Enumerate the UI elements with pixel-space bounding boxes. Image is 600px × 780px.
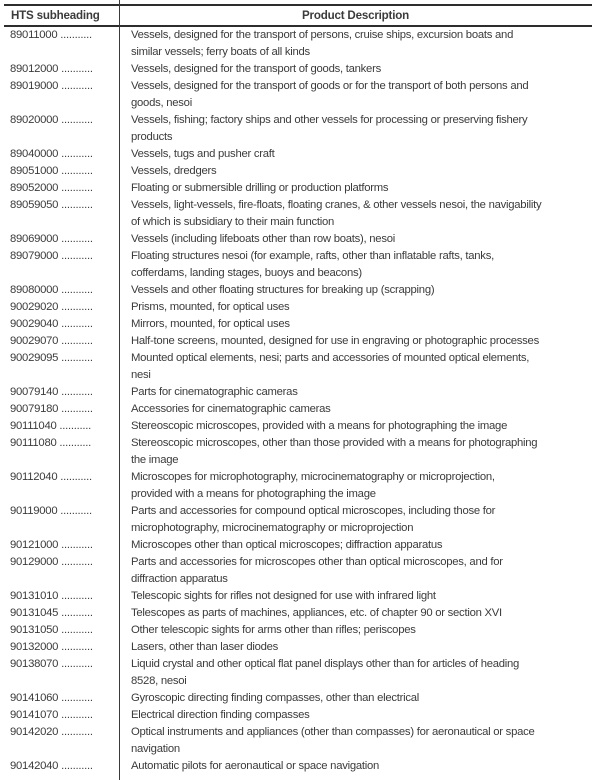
leader-dots: ........... [58,114,93,126]
product-description: Other telescopic sights for arms other than rifles; periscopes [131,624,416,636]
hts-code-cell [4,690,119,707]
leader-dots: ........... [58,250,93,262]
hts-code-number: 90142040 [10,760,59,772]
hts-code-number: 90131045 [10,607,59,619]
table-row [4,503,592,537]
table-row [4,639,592,656]
table-row [4,61,592,78]
product-description: Microscopes other than optical microscopes; diffraction apparatus [131,539,443,551]
leader-dots: ........... [57,29,92,41]
product-description: Gyroscopic directing finding compasses, other than electrical [131,692,420,704]
product-description: Parts and accessories for microscopes other than optical microscopes, and for diffraction apparatus [131,556,503,585]
hts-subheading-table [4,0,592,780]
leader-dots: ........... [58,352,93,364]
hts-code-cell [4,163,119,180]
table-row [4,282,592,299]
table-row [4,435,592,469]
table-header-row [4,6,592,25]
hts-code-number: 89011000 [10,29,58,41]
product-description: Electrical direction finding compasses [131,709,310,721]
leader-dots: ........... [58,301,93,313]
table-row [4,707,592,724]
hts-code-cell [4,197,119,214]
leader-dots: ........... [58,80,93,92]
hts-code-cell [4,350,119,367]
product-description: Floating structures nesoi (for example, rafts, other than inflatable rafts, tanks, cofferdams, landing stages, buoys and beacons) [131,250,494,279]
leader-dots: ........... [58,692,93,704]
table-row [4,554,592,588]
hts-code-cell [4,299,119,316]
product-description: Mirrors, mounted, for optical uses [131,318,290,330]
hts-code-cell [4,112,119,129]
hts-code-cell [4,537,119,554]
hts-code-number: 90132000 [10,641,59,653]
leader-dots: ........... [58,335,93,347]
table-row [4,690,592,707]
leader-dots: ........... [56,420,92,432]
leader-dots: ........... [58,199,93,211]
product-description: Accessories for cinematographic cameras [131,403,331,415]
hts-code-cell [4,435,119,452]
product-description: Vessels and other floating structures for breaking up (scrapping) [131,284,435,296]
hts-code-number: 89069000 [10,233,59,245]
hts-code-cell [4,724,119,741]
hts-code-cell [4,503,119,520]
product-description-column-header: Product Description [302,9,409,22]
table-row [4,78,592,112]
hts-code-cell [4,554,119,571]
hts-code-number: 90079180 [10,403,59,415]
table-row [4,622,592,639]
column-divider [119,0,120,780]
leader-dots: ........... [58,760,93,772]
hts-code-cell [4,61,119,78]
table-row [4,418,592,435]
product-description: Vessels (including lifeboats other than row boats), nesoi [131,233,395,245]
table-row [4,299,592,316]
hts-code-cell [4,248,119,265]
hts-code-cell [4,605,119,622]
hts-code-number: 90029020 [10,301,59,313]
product-description: Vessels, light-vessels, fire-floats, floating cranes, & other vessels nesoi, the navigability of which is subsidiary to their main function [131,199,542,228]
product-description: Parts and accessories for compound optical microscopes, including those for microphotography, microcinematography or microprojection [131,505,496,534]
hts-code-number: 90138070 [10,658,59,670]
leader-dots: ........... [57,471,92,483]
table-row [4,112,592,146]
hts-code-number: 90131010 [10,590,59,602]
hts-code-cell [4,622,119,639]
leader-dots: ........... [58,63,93,75]
product-description: Lasers, other than laser diodes [131,641,279,653]
hts-code-number: 89040000 [10,148,59,160]
table-row [4,248,592,282]
leader-dots: ........... [58,182,93,194]
hts-code-cell [4,282,119,299]
table-row [4,333,592,350]
hts-code-cell [4,27,119,44]
table-row [4,469,592,503]
product-description: Parts for cinematographic cameras [131,386,298,398]
hts-code-cell [4,384,119,401]
leader-dots: ........... [58,556,93,568]
hts-code-cell [4,656,119,673]
table-row [4,401,592,418]
leader-dots: ........... [58,539,93,551]
hts-code-number: 90112040 [10,471,58,483]
product-description: Liquid crystal and other optical flat panel displays other than for articles of heading 8528, nesoi [131,658,520,687]
leader-dots: ........... [58,318,93,330]
hts-code-number: 90119000 [10,505,58,517]
leader-dots: ........... [58,284,93,296]
hts-code-number: 90111040 [10,420,57,432]
hts-code-cell [4,639,119,656]
hts-code-number: 89019000 [10,80,59,92]
hts-code-number: 90029095 [10,352,59,364]
table-row [4,27,592,61]
leader-dots: ........... [58,403,93,415]
leader-dots: ........... [58,709,93,721]
table-row [4,180,592,197]
leader-dots: ........... [58,624,93,636]
table-row [4,316,592,333]
hts-code-number: 90141060 [10,692,59,704]
leader-dots: ........... [58,726,93,738]
leader-dots: ........... [58,590,93,602]
table-row [4,350,592,384]
leader-dots: ........... [58,165,93,177]
product-description: Mounted optical elements, nesi; parts and accessories of mounted optical elements, nesi [131,352,530,381]
leader-dots: ........... [58,233,93,245]
hts-code-number: 89051000 [10,165,59,177]
leader-dots: ........... [58,148,93,160]
table-row [4,384,592,401]
hts-code-number: 90141070 [10,709,59,721]
product-description: Optical instruments and appliances (other than compasses) for aeronautical or space navigation [131,726,535,755]
hts-code-number: 89012000 [10,63,59,75]
hts-code-cell [4,333,119,350]
product-description: Half-tone screens, mounted, designed for use in engraving or photographic processes [131,335,539,347]
hts-code-number: 89059050 [10,199,59,211]
table-row [4,197,592,231]
product-description: Prisms, mounted, for optical uses [131,301,290,313]
product-description: Vessels, dredgers [131,165,217,177]
table-row [4,758,592,775]
hts-code-number: 90079140 [10,386,59,398]
table-row [4,656,592,690]
hts-code-cell [4,707,119,724]
hts-code-cell [4,180,119,197]
product-description: Telescopic sights for rifles not designed for use with infrared light [131,590,436,602]
table-row [4,537,592,554]
product-description: Vessels, designed for the transport of persons, cruise ships, excursion boats and similar vessels; ferry boats of all kinds [131,29,514,58]
hts-code-cell [4,588,119,605]
hts-code-number: 90111080 [10,437,57,449]
table-row [4,724,592,758]
leader-dots: ........... [56,437,92,449]
leader-dots: ........... [58,641,93,653]
table-row [4,588,592,605]
product-description: Floating or submersible drilling or production platforms [131,182,389,194]
leader-dots: ........... [58,607,93,619]
leader-dots: ........... [58,658,93,670]
hts-code-cell [4,401,119,418]
product-description: Vessels, tugs and pusher craft [131,148,275,160]
product-description: Vessels, fishing; factory ships and other vessels for processing or preserving fishery products [131,114,528,143]
table-row [4,231,592,248]
product-description: Telescopes as parts of machines, appliances, etc. of chapter 90 or section XVI [131,607,502,619]
hts-code-number: 90142020 [10,726,59,738]
table-body [4,27,592,775]
hts-code-number: 90029070 [10,335,59,347]
table-row [4,146,592,163]
leader-dots: ........... [57,505,92,517]
table-row [4,605,592,622]
hts-code-cell [4,316,119,333]
table-row [4,163,592,180]
hts-code-cell [4,146,119,163]
hts-code-number: 89052000 [10,182,59,194]
hts-code-cell [4,469,119,486]
hts-code-cell [4,231,119,248]
hts-code-number: 90129000 [10,556,59,568]
hts-code-cell [4,758,119,775]
product-description: Stereoscopic microscopes, provided with a means for photographing the image [131,420,508,432]
hts-code-number: 89080000 [10,284,59,296]
leader-dots: ........... [58,386,93,398]
product-description: Vessels, designed for the transport of goods, tankers [131,63,381,75]
product-description: Microscopes for microphotography, microcinematography or microprojection, provided with a means for photographing the image [131,471,495,500]
hts-code-number: 90131050 [10,624,59,636]
product-description: Vessels, designed for the transport of goods or for the transport of both persons and goods, nesoi [131,80,529,109]
hts-code-cell [4,78,119,95]
hts-code-cell [4,418,119,435]
hts-code-number: 90121000 [10,539,59,551]
hts-code-number: 89079000 [10,250,59,262]
hts-code-number: 90029040 [10,318,59,330]
product-description: Stereoscopic microscopes, other than those provided with a means for photographing the image [131,437,538,466]
product-description: Automatic pilots for aeronautical or space navigation [131,760,380,772]
hts-subheading-column-header: HTS subheading [11,9,100,22]
hts-code-number: 89020000 [10,114,59,126]
